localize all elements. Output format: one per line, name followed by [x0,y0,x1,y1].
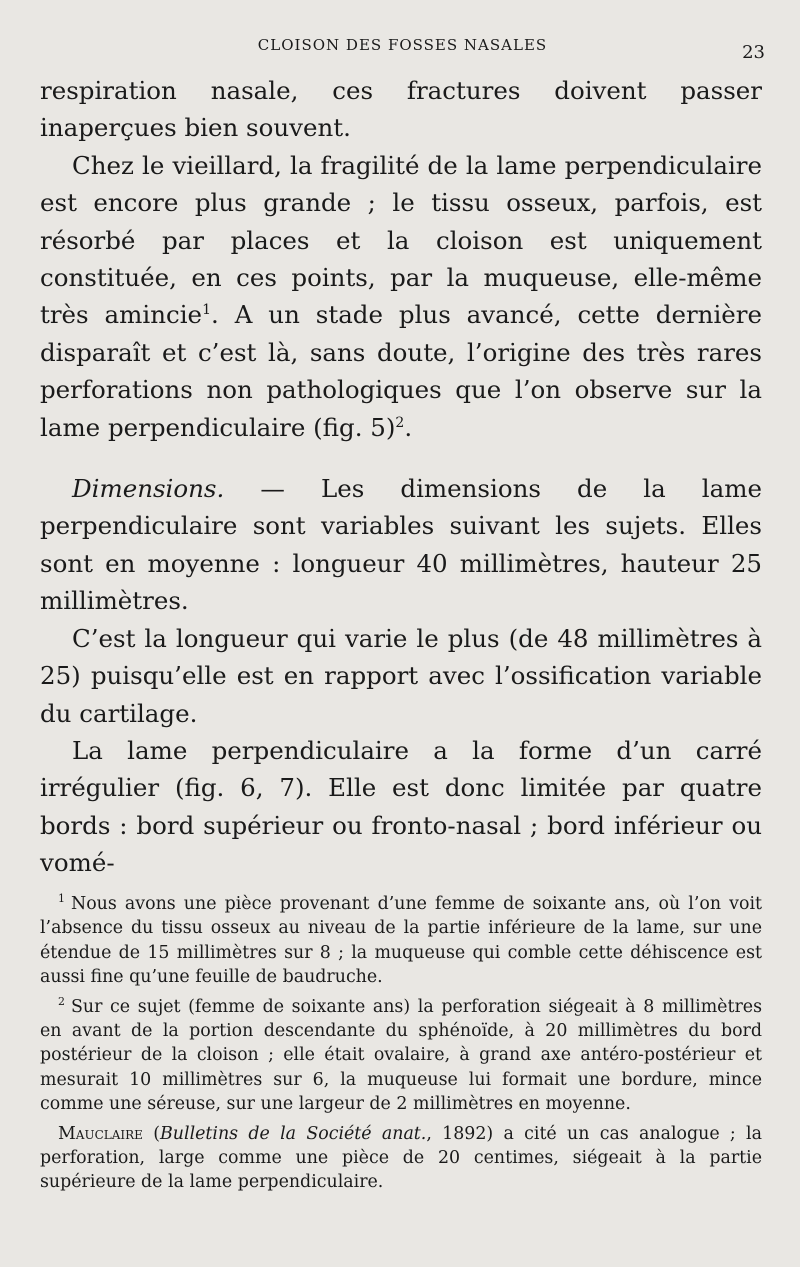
footnote-3-text: , 1892) a cité un cas analogue ; la perforation, large comme une pièce de 20 centimes, siégeait à la partie supérieure de la lame perpendiculaire. [40,1123,762,1193]
footnote-2-mark: 2 [58,994,65,1008]
section-heading-dimensions: Dimensions. [72,474,225,504]
paragraph-2-part-b: . A un stade plus avancé, cette dernière disparaît et c’est là, sans doute, l’origine des très rares perforations non pathologiques que l’on observe sur la lame perpendiculaire (fig. 5) [40,300,762,442]
footnote-3 [40,1122,762,1195]
footnote-3-author: Mauclaire [58,1123,143,1144]
footnote-2 [40,995,762,1117]
paragraph-2-part-a: Chez le vieillard, la fragilité de la lame perpendiculaire est encore plus grande ; le tissu osseux, parfois, est résorbé par places et la cloison est uniquement constituée, en ces points, par la muqueuse, elle-même très amincie [40,150,762,330]
paragraph-2 [40,147,762,446]
footnote-1-mark: 1 [58,892,65,906]
footnote-ref-2: 2 [395,414,405,431]
footnote-1 [40,892,762,990]
main-text [40,72,762,882]
footnote-1-text: Nous avons une pièce provenant d’une femme de soixante ans, où l’on voit l’absence du tissu osseux au niveau de la partie inférieure de la lame, sur une étendue de 15 millimètres sur 8 ; la muqueuse qui comble cette déhiscence est aussi fine qu’une feuille de baudruche. [40,894,762,988]
footnote-2-text: Sur ce sujet (femme de soixante ans) la perforation siégeait à 8 millimètres en avant de la portion descendante du sphénoïde, à 20 millimètres du bord postérieur de la cloison ; elle était ovalaire, à grand axe antéro-postérieur et mesurait 10 millimètres sur 6, la muqueuse lui formait une bordure, mince comme une séreuse, sur une largeur de 2 millimètres en moyenne. [40,996,762,1115]
paragraph-1: respiration nasale, ces fractures doivent passer inaperçues bien souvent. [40,76,762,143]
paragraph-3-text: — Les dimensions de la lame perpendiculaire sont variables suivant les sujets. Elles sont en moyenne : longueur 40 millimètres, hauteur 25 millimètres. [40,474,762,616]
footnote-3-journal: Bulletins de la Société anat. [160,1123,427,1144]
paragraph-4: C’est la longueur qui varie le plus (de 48 millimètres à 25) puisqu’elle est en rapport avec l’ossification variable du cartilage. [40,623,762,728]
page-header [40,36,765,66]
paragraph-5: La lame perpendiculaire a la forme d’un carré irrégulier (fig. 6, 7). Elle est donc limitée par quatre bords : bord supérieur ou fronto-nasal ; bord inférieur ou vomé- [40,735,762,878]
paragraph-2-part-c: . [404,412,413,442]
footnotes [40,892,762,1195]
page-number: 23 [742,42,765,63]
running-title: CLOISON DES FOSSES NASALES [257,36,548,54]
footnote-3-open: ( [142,1123,161,1144]
footnote-ref-1: 1 [202,302,211,319]
paragraph-3 [40,470,762,620]
